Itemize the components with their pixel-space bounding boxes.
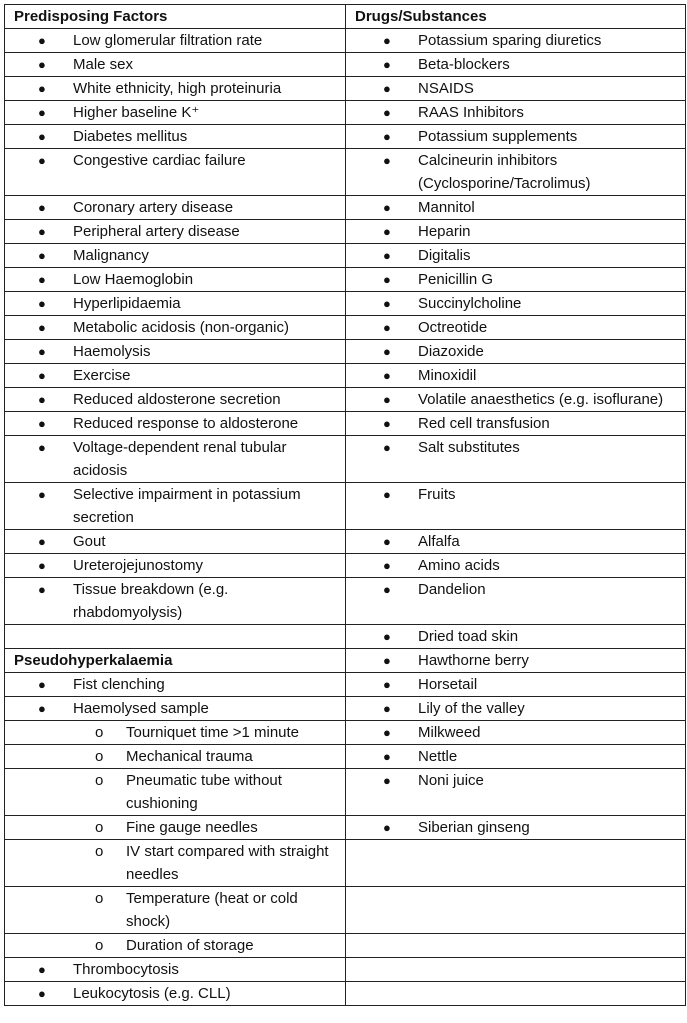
drug-text: Minoxidil <box>418 367 477 384</box>
factor-cell <box>5 340 346 364</box>
drug-text: Siberian ginseng <box>418 819 530 836</box>
factor-cell <box>5 53 346 77</box>
table-row <box>5 934 686 958</box>
drug-cell <box>346 340 686 364</box>
drug-cell <box>346 934 686 958</box>
drug-text: Diazoxide <box>418 343 484 360</box>
factor-cell <box>5 816 346 840</box>
factor-text: Male sex <box>73 56 134 73</box>
factor-cell <box>5 149 346 196</box>
sub-bullet-icon: o <box>95 843 104 860</box>
bullet-icon: ● <box>383 153 391 168</box>
table-row <box>5 769 686 816</box>
header-row <box>5 5 686 29</box>
bullet-icon: ● <box>38 57 46 72</box>
factor-text: Leukocytosis (e.g. CLL) <box>73 985 231 1002</box>
drug-cell <box>346 721 686 745</box>
drug-text: Dandelion <box>418 581 486 598</box>
factor-cell <box>5 625 346 649</box>
drug-text: Mannitol <box>418 199 475 216</box>
bullet-icon: ● <box>38 416 46 431</box>
factor-text: Temperature (heat or cold shock) <box>126 890 298 930</box>
factor-cell <box>5 196 346 220</box>
bullet-icon: ● <box>383 582 391 597</box>
bullet-icon: ● <box>383 820 391 835</box>
table-row <box>5 268 686 292</box>
table-row <box>5 745 686 769</box>
bullet-icon: ● <box>383 200 391 215</box>
factor-text: Haemolysis <box>73 343 151 360</box>
factor-cell <box>5 673 346 697</box>
table-row <box>5 101 686 125</box>
table-row <box>5 364 686 388</box>
factor-cell <box>5 125 346 149</box>
factor-text: Reduced aldosterone secretion <box>73 391 281 408</box>
drug-text: Beta-blockers <box>418 56 510 73</box>
drug-cell <box>346 220 686 244</box>
header-drugs-substances: Drugs/Substances <box>355 8 487 25</box>
drug-text: Potassium supplements <box>418 128 578 145</box>
drug-cell <box>346 388 686 412</box>
bullet-icon: ● <box>38 558 46 573</box>
bullet-icon: ● <box>383 224 391 239</box>
bullet-icon: ● <box>383 440 391 455</box>
bullet-icon: ● <box>38 248 46 263</box>
bullet-icon: ● <box>383 320 391 335</box>
factor-text: Low glomerular filtration rate <box>73 32 263 49</box>
bullet-icon: ● <box>383 248 391 263</box>
factor-text: White ethnicity, high proteinuria <box>73 80 282 97</box>
table-row <box>5 982 686 1006</box>
drug-cell <box>346 29 686 53</box>
table-row <box>5 196 686 220</box>
bullet-icon: ● <box>383 534 391 549</box>
bullet-icon: ● <box>383 296 391 311</box>
factor-cell <box>5 958 346 982</box>
drug-text: Red cell transfusion <box>418 415 550 432</box>
bullet-icon: ● <box>383 392 391 407</box>
bullet-icon: ● <box>38 440 46 455</box>
sub-bullet-icon: o <box>95 819 104 836</box>
factor-text: Thrombocytosis <box>73 961 179 978</box>
bullet-icon: ● <box>38 224 46 239</box>
table-row <box>5 149 686 196</box>
bullet-icon: ● <box>383 272 391 287</box>
table-row <box>5 388 686 412</box>
drug-cell <box>346 364 686 388</box>
bullet-icon: ● <box>383 33 391 48</box>
factor-cell <box>5 934 346 958</box>
table-row <box>5 625 686 649</box>
factor-cell <box>5 244 346 268</box>
bullet-icon: ● <box>383 749 391 764</box>
drug-cell <box>346 578 686 625</box>
bullet-icon: ● <box>38 701 46 716</box>
table-row <box>5 220 686 244</box>
bullet-icon: ● <box>38 392 46 407</box>
factor-text: Ureterojejunostomy <box>73 557 204 574</box>
factor-cell <box>5 29 346 53</box>
bullet-icon: ● <box>38 272 46 287</box>
drug-text: Succinylcholine <box>418 295 522 312</box>
drug-cell <box>346 436 686 483</box>
drug-text: Noni juice <box>418 772 484 789</box>
factor-text: Coronary artery disease <box>73 199 234 216</box>
factor-cell <box>5 292 346 316</box>
table-row <box>5 340 686 364</box>
drug-text: Calcineurin inhibitors (Cyclosporine/Tacrolimus) <box>418 152 591 192</box>
table-row <box>5 412 686 436</box>
table-row <box>5 697 686 721</box>
drug-cell <box>346 673 686 697</box>
drug-cell <box>346 125 686 149</box>
factor-cell <box>5 412 346 436</box>
factor-text: Fine gauge needles <box>126 819 258 836</box>
bullet-icon: ● <box>383 725 391 740</box>
table-row <box>5 530 686 554</box>
drug-cell <box>346 625 686 649</box>
drug-text: Volatile anaesthetics (e.g. isoflurane) <box>418 391 664 408</box>
drug-cell <box>346 840 686 887</box>
drug-cell <box>346 769 686 816</box>
factor-cell <box>5 530 346 554</box>
drug-text: Alfalfa <box>418 533 460 550</box>
drug-text: Potassium sparing diuretics <box>418 32 602 49</box>
factor-cell <box>5 554 346 578</box>
table-row <box>5 840 686 887</box>
bullet-icon: ● <box>38 677 46 692</box>
factor-cell <box>5 649 346 673</box>
drug-text: Horsetail <box>418 676 478 693</box>
bullet-icon: ● <box>383 105 391 120</box>
drug-text: Milkweed <box>418 724 481 741</box>
factor-text: IV start compared with straight needles <box>126 843 329 883</box>
table-row <box>5 649 686 673</box>
table-row <box>5 554 686 578</box>
factor-cell <box>5 101 346 125</box>
factor-cell <box>5 745 346 769</box>
drug-cell <box>346 554 686 578</box>
header-predisposing-factors: Predisposing Factors <box>14 8 168 25</box>
drug-text: Heparin <box>418 223 471 240</box>
drug-cell <box>346 268 686 292</box>
factor-text: Pneumatic tube without cushioning <box>126 772 282 812</box>
factor-text: Duration of storage <box>126 937 254 954</box>
drug-cell <box>346 77 686 101</box>
drug-text: Lily of the valley <box>418 700 525 717</box>
bullet-icon: ● <box>38 487 46 502</box>
bullet-icon: ● <box>38 81 46 96</box>
table-row <box>5 125 686 149</box>
drug-text: Amino acids <box>418 557 500 574</box>
factor-cell <box>5 769 346 816</box>
table-row <box>5 29 686 53</box>
bullet-icon: ● <box>38 534 46 549</box>
drug-text: Hawthorne berry <box>418 652 529 669</box>
factor-cell <box>5 220 346 244</box>
table-row <box>5 244 686 268</box>
bullet-icon: ● <box>383 558 391 573</box>
factor-text: Congestive cardiac failure <box>73 152 246 169</box>
table-row <box>5 53 686 77</box>
drug-text: Octreotide <box>418 319 488 336</box>
bullet-icon: ● <box>38 320 46 335</box>
table-row <box>5 673 686 697</box>
factor-text: Selective impairment in potassium secretion <box>73 486 301 526</box>
factor-text: Hyperlipidaemia <box>73 295 181 312</box>
factor-text: Higher baseline K⁺ <box>73 104 200 121</box>
bullet-icon: ● <box>383 677 391 692</box>
table-row <box>5 292 686 316</box>
factor-text: Malignancy <box>73 247 149 264</box>
drug-cell <box>346 483 686 530</box>
bullet-icon: ● <box>38 962 46 977</box>
drug-text: Nettle <box>418 748 458 765</box>
factor-cell <box>5 982 346 1006</box>
factor-cell <box>5 840 346 887</box>
drug-cell <box>346 412 686 436</box>
drug-text: NSAIDS <box>418 80 474 97</box>
bullet-icon: ● <box>38 296 46 311</box>
factor-text: Low Haemoglobin <box>73 271 194 288</box>
drug-cell <box>346 982 686 1006</box>
sub-bullet-icon: o <box>95 890 104 907</box>
factor-text: Haemolysed sample <box>73 700 209 717</box>
factor-text: Peripheral artery disease <box>73 223 240 240</box>
bullet-icon: ● <box>383 368 391 383</box>
drug-cell <box>346 244 686 268</box>
sub-bullet-icon: o <box>95 937 104 954</box>
drug-cell <box>346 149 686 196</box>
drug-cell <box>346 196 686 220</box>
drug-text: Fruits <box>418 486 456 503</box>
drug-cell <box>346 649 686 673</box>
factor-cell <box>5 721 346 745</box>
bullet-icon: ● <box>38 33 46 48</box>
factor-cell <box>5 77 346 101</box>
bullet-icon: ● <box>383 487 391 502</box>
drug-cell <box>346 697 686 721</box>
table-row <box>5 483 686 530</box>
table-row <box>5 77 686 101</box>
bullet-icon: ● <box>383 773 391 788</box>
factor-cell <box>5 887 346 934</box>
table-row <box>5 887 686 934</box>
bullet-icon: ● <box>38 344 46 359</box>
factor-text: Tourniquet time >1 minute <box>126 724 300 741</box>
factor-text: Diabetes mellitus <box>73 128 188 145</box>
section-heading: Pseudohyperkalaemia <box>14 652 173 669</box>
sub-bullet-icon: o <box>95 748 104 765</box>
table-row <box>5 578 686 625</box>
factor-text: Reduced response to aldosterone <box>73 415 299 432</box>
bullet-icon: ● <box>38 200 46 215</box>
bullet-icon: ● <box>383 653 391 668</box>
drug-text: Penicillin G <box>418 271 494 288</box>
drug-cell <box>346 292 686 316</box>
sub-bullet-icon: o <box>95 772 104 789</box>
bullet-icon: ● <box>38 368 46 383</box>
bullet-icon: ● <box>383 629 391 644</box>
bullet-icon: ● <box>383 701 391 716</box>
bullet-icon: ● <box>38 105 46 120</box>
bullet-icon: ● <box>383 57 391 72</box>
drug-cell <box>346 530 686 554</box>
table-row <box>5 436 686 483</box>
bullet-icon: ● <box>383 129 391 144</box>
factor-text: Gout <box>73 533 106 550</box>
bullet-icon: ● <box>38 153 46 168</box>
bullet-icon: ● <box>38 986 46 1001</box>
drug-cell <box>346 101 686 125</box>
drug-cell <box>346 316 686 340</box>
bullet-icon: ● <box>383 416 391 431</box>
header-cell-right <box>346 5 686 29</box>
bullet-icon: ● <box>38 582 46 597</box>
drug-text: RAAS Inhibitors <box>418 104 524 121</box>
sub-bullet-icon: o <box>95 724 104 741</box>
factor-text: Mechanical trauma <box>126 748 253 765</box>
header-cell-left <box>5 5 346 29</box>
factor-text: Tissue breakdown (e.g. rhabdomyolysis) <box>73 581 229 621</box>
factor-text: Voltage-dependent renal tubular acidosis <box>73 439 287 479</box>
drug-text: Dried toad skin <box>418 628 519 645</box>
table-row <box>5 958 686 982</box>
hyperkalaemia-factors-table <box>4 4 686 1006</box>
bullet-icon: ● <box>383 344 391 359</box>
drug-cell <box>346 53 686 77</box>
factor-cell <box>5 316 346 340</box>
drug-cell <box>346 887 686 934</box>
factor-cell <box>5 697 346 721</box>
factor-cell <box>5 483 346 530</box>
drug-cell <box>346 958 686 982</box>
table-row <box>5 816 686 840</box>
table-row <box>5 316 686 340</box>
factor-cell <box>5 388 346 412</box>
factor-cell <box>5 578 346 625</box>
factor-cell <box>5 268 346 292</box>
drug-text: Salt substitutes <box>418 439 520 456</box>
drug-cell <box>346 745 686 769</box>
bullet-icon: ● <box>38 129 46 144</box>
factor-cell <box>5 364 346 388</box>
drug-text: Digitalis <box>418 247 471 264</box>
drug-cell <box>346 816 686 840</box>
factor-cell <box>5 436 346 483</box>
factor-text: Metabolic acidosis (non-organic) <box>73 319 289 336</box>
factor-text: Exercise <box>73 367 131 384</box>
factor-text: Fist clenching <box>73 676 165 693</box>
table-row <box>5 721 686 745</box>
bullet-icon: ● <box>383 81 391 96</box>
